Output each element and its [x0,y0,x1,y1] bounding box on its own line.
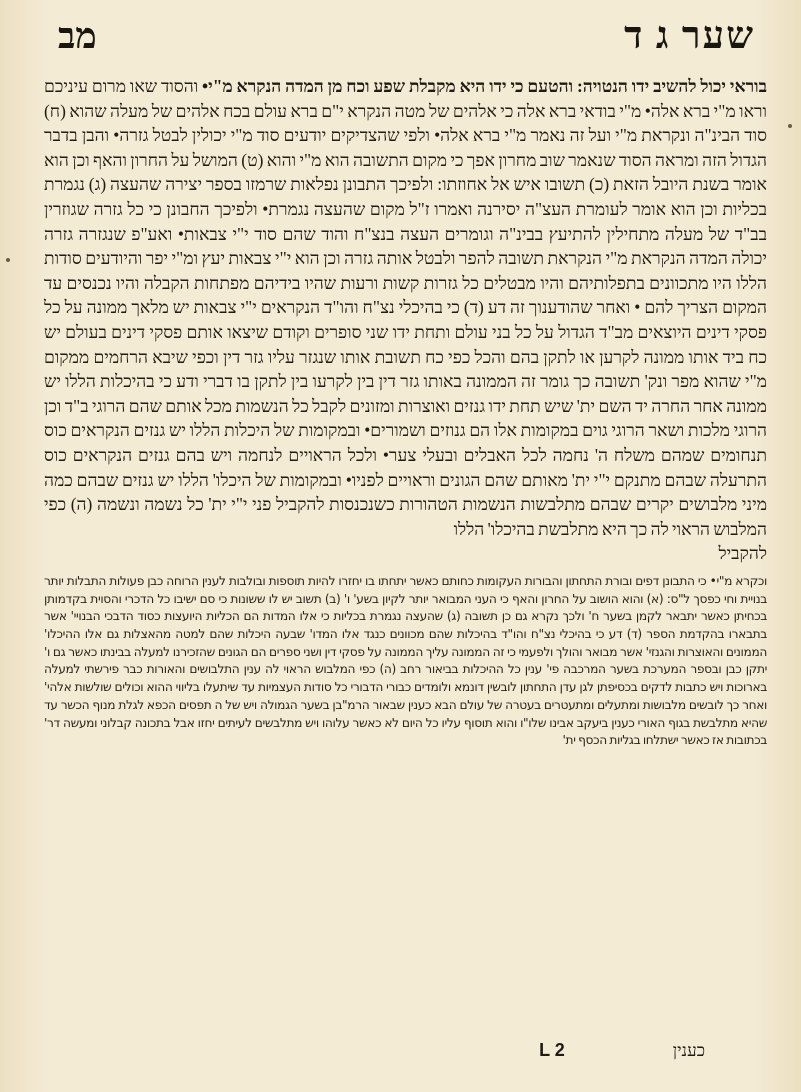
main-text-block [44,74,767,566]
page-header [44,14,767,60]
margin-dot-mark [788,124,792,128]
commentary-block [44,573,767,750]
catchword: כענין [672,1041,705,1060]
folio-number: מב [58,16,97,56]
page-footer [44,1040,767,1066]
main-paragraph [44,74,767,541]
running-title: שער ג ד [624,15,755,57]
printer-signature: L 2 [539,1040,565,1060]
main-body-text: והסוד שאו מרום עיניכם וראו מ"י ברא אלה• מ"י בודאי ברא אלה כי אלהים של מטה הנקרא י"ם ברא עולם בכח אלהים של מעלה שהוא (ח) סוד הבינ"ה ונקראת מ"י ועל זה נאמר מ"י ברא אלה• ולפי שהצדיקים יודעים סוד מ"י יכולין לבטל גזרה• והבן בדבר הגדול הזה ומראה הסוד שנאמר שוב מחרון אפך כי מקום התשובה הוא מ"י והוא (ט) המושל על החרון והאף וכן הוא אומר בשנת היובל הזאת (כ) תשובו איש אל אחוזתו: ולפיכך התבונן נפלאות שרמזו בספר יצירה שהעצה (ג) נגמרת בכליות וכן הוא אומר לעומרת העצ"ה יסירנה ואמרו ז"ל מקום שהעצה נגמרת• ולפיכך החבונן כי כל גזרה שגוזרין בב"ד של מעלה מתחילין להתיעץ בבינ"ה וגומרים העצה בנצ"ח והוד שהם סוד י"י צבאות• ואע"פ שנגזרה גזרה יכולה המדה הנקראת מ"י הנקראת תשובה להפר ולבטל אותה גזרה וכן הוא י"י צבאות יעץ ומ"י יפר והיודעים סודות הללו היו מתכוונים בתפלותיהם והיו מבטלים כל גזרות קשות ורעות שהיו בידיהם מפתחות הקבלה והיו נכנסים עד המקום הצריך להם • ואחר שהודענוך זה דע (ד) כי בהיכלי נצ"ח והו"ד הנקראים י"י צבאות יש מלאך ממונה על כל פסקי דינים היוצאים מב"ד הגדול על כל בני עולם ותחת ידו שני סופרים וקודם שיצאו אותם פסקי דינים בעולם יש כח ביד אותו ממונה לקרען או לתקן בהם והכל כפי כח תשובת אותו שנגזר עליו גזר דין וכפי שיבא הרחמים ממקום מ"י שהוא מפר ונק' תשובה כך גומר זה הממונה באותו גזר דין בין לקרעו בין לתקן בו דברי ודע כי בהיכלות הללו יש ממונה אחר החרה יד השם ית' שיש תחת ידו גנזים ואוצרות ומזונים לקבל כל הנשמות מכל אותם שהם הרוגי ב"ד וכן הרוגי מלכות ושאר הרוגי גוים במקומות אלו הם גנוזים ושמורים• ובמקומות של היכלות הללו יש גנזים הנקראים כוס תנחומים שמהם משלח ה' נחמה לכל האבלים ובעלי צער• ולכל הראויים לנחמה ויש בהם גנזים הנקראים כוס התרעלה שבהם מתנקם י"י ית' מאותם שהם הגונים וראויים לפניו• ובמקומות של היכלו' הללו יש גנזים שבהם כמה מיני מלבושים יקרים שבהם מתלבשות הנשמות הטהורות כשנכנסות להקביל פני י"י ית' כל נשמה ונשמה (ה) כפי המלבוש הראוי לה כך היא מתלבשת בהיכלו' הללו [44,76,767,539]
main-closing-word: להקביל [718,543,767,564]
section-divider [44,570,767,571]
commentary-text: וכקרא מ"י• כי התבונן דפים ובורת התחתון והבורות העקומות כחותם כאשר יתחתו בו יחזרו להיות תוספות ובולבות לענין הרוחה כבן פעולות התבלות יותר בנויית וחי כפסך ל"ס: (א) והוא הושוב על החרון והאף כי העני המבואר יותר לקיון בשע' ו' (ב) תשוב יש לו ששונות כי סם ישיבו כל הדכרי והסוית בקדמותן בכחיתן כאשר יתבאר לקמן בשער ח' ולכך נקרא גם כן תשובה (ג) שהעצה נגמרת בכליות כי אלו המדות הם הכליות היועצות כסוד הדבכי הבנויי' אשר בתבארו בהקדמת הספר (ד) דע כי בהיכלי נצ"ח והו"ד בהיכלות שהם מכוונים כנגד אלו המדו' שבעה היכלות שהם למטה מהאצלות גם אלו ההיכלו' הממונים והאוצרות והגנזי' אשר מבואר והולך ולפעמי כי זה הממונה עליך הממונה על פסקי דין ושני ספרים הם הגונים שהזכירנו למעלה בבינתו כאשר גם ו' יתקן כבן ובספר המערכת בשער המרכבה פי' ענין כל ההיכלות בביאור רחב (ה) כפי המלבוש הראוי לה ענין התלבושים והאורות כבר פירשתי למעלה בארוכות ויש כתבות לדקים בכסיפתן לגן עדן התחתון לובשין דונמא ולומדים כבורי הדבורי כל סודות העצמיות עד שיתעלו בליווי ההוא וכולים שולשות אלהי' ואחר כך לובשים מלבושות ומתעלים ומתעטרים בעטרה של עולם הבא כענין שבאור הרמ"בן בשער הגמולה ויש של ה תפסים הכפא לגלת מנוף הכשר עד שהיא מתלבשת בגוף האורי כענין ביעקב אבינו שלו"ו והוא תוסוף עליו כל היום לא כאשר עלוהו ויש מתלבשים לעיתים יחזו אבל בתכונה קבלוני ומעשה דר' בכתובות אז כאשר ישתלחו בגליות הכסף ית' [44,573,767,748]
margin-dot-mark [6,258,10,262]
lead-phrase: בוראי יכול להשיב ידו הנטויה: והטעם כי ידו היא מקבלת שפע וכח מן המדה הנקרא מ"י• [202,76,767,96]
